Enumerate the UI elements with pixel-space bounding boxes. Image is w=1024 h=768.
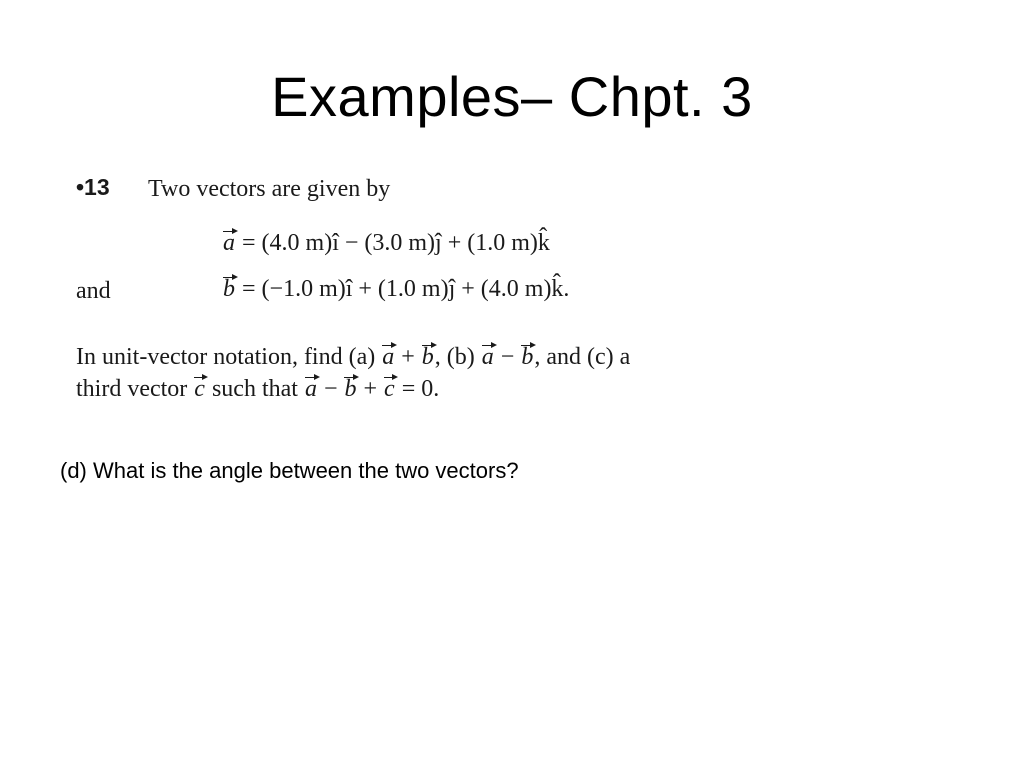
vector-a-symbol: a <box>382 344 395 370</box>
text-fragment: , (b) <box>434 344 481 370</box>
text-fragment: + <box>395 344 421 370</box>
vector-a-symbol: a <box>481 344 494 370</box>
vector-c-symbol: c <box>194 376 205 402</box>
problem-number: •13 <box>76 174 110 200</box>
instruction-line-1 <box>76 344 630 371</box>
equation-a-rhs: = (4.0 m)î − (3.0 m)ĵ + (1.0 m)k̂ <box>242 230 550 256</box>
vector-c-symbol: c <box>384 376 395 402</box>
text-fragment: + <box>357 376 384 402</box>
equation-vector-b <box>222 276 569 303</box>
text-fragment: In unit-vector notation, find (a) <box>76 344 382 370</box>
vector-b-symbol: b <box>521 344 534 370</box>
equation-b-rhs: = (−1.0 m)î + (1.0 m)ĵ + (4.0 m)k̂. <box>242 276 570 302</box>
text-fragment: , and (c) a <box>534 344 631 370</box>
equation-vector-a <box>222 230 550 257</box>
text-fragment: third vector <box>76 376 194 402</box>
vector-b-symbol: b <box>421 344 434 370</box>
and-label: and <box>76 278 111 304</box>
text-fragment: − <box>317 376 344 402</box>
vector-b-symbol: b <box>223 276 235 302</box>
vector-a-symbol: a <box>304 376 317 402</box>
instruction-line-2 <box>76 376 439 403</box>
scanned-problem-image <box>70 168 830 418</box>
text-fragment: such that <box>205 376 304 402</box>
problem-intro: Two vectors are given by <box>148 176 391 202</box>
vector-b-symbol: b <box>344 376 357 402</box>
text-fragment: = 0. <box>395 376 440 402</box>
slide-title: Examples– Chpt. 3 <box>271 65 753 128</box>
vector-a-symbol: a <box>223 230 235 256</box>
text-fragment: − <box>494 344 521 370</box>
question-d: (d) What is the angle between the two vectors? <box>60 458 519 483</box>
